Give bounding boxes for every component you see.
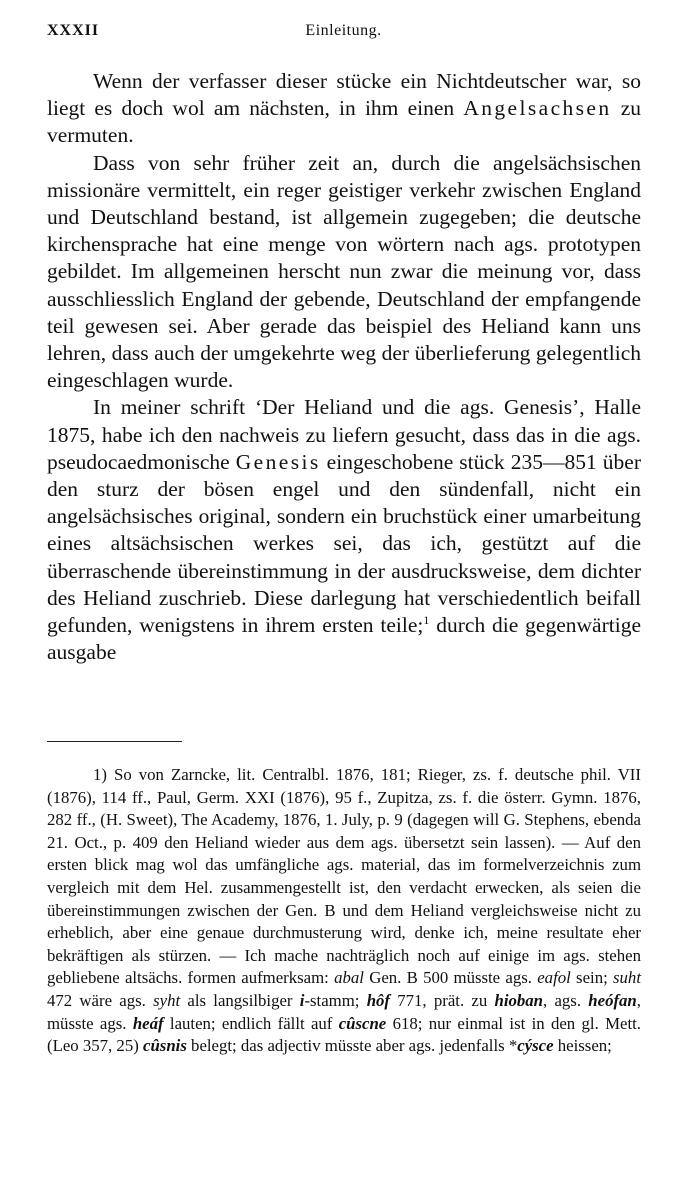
word-hof: hôf [366,990,390,1010]
paragraph-2-text: Dass von sehr früher zeit an, durch die angelsächsischen missionäre vermittelt, ein reger geistiger verkehr zwischen England und Deutschland bestand, ist allgemein zugegeben; die deutsche kirchensprache hat eine menge von wörtern nach ags. prototypen gebildet. Im allgemeinen herscht nun zwar die meinung vor, dass ausschliesslich England der gebende, Deutschland der empfangende teil gewesen sei. Aber gerade das beispiel des Heliand kann uns lehren, dass auch der umgekehrte weg der überlieferung gelegentlich eingeschlagen wurde. [47,150,641,393]
footnote-marker: 1 [423,612,430,627]
footnote-text-13: heissen; [553,1036,612,1056]
footnote-text-1: 1) So von Zarncke, lit. Centralbl. 1876, 181; Rieger, zs. f. deutsche phil. VII (1876), 114 ff., Paul, Germ. XXI (1876), 95 f., Zupitza, zs. f. die österr. Gymn. 1876, 282 ff., (H. Sweet), The Academy, 1876, 1. July, p. 9 (dagegen will G. Stephens, ebenda 21. Oct., p. 409 den Heliand wieder aus dem ags. übersetzt sein lassen). — Auf den ersten blick mag wol das umfängliche ags. material, das im formelverzeichnis zum vergleich mit dem Hel. zusammengestellt ist, den verdacht erwecken, als seien die übereinstimmungen zwischen der Gen. B und dem Heliand vergleichsweise nicht zu erheblich, aber eine genaue durchmusterung wird, denke ich, meine resultate eher bekräftigen als stürzen. — Ich mache nachträglich noch auf einige im ags. stehen gebliebene altsächs. formen aufmerksam: [47,765,641,988]
main-text [47,68,641,666]
footnote-paragraph [47,764,641,1058]
word-i: i [299,990,305,1010]
paragraph-3 [47,394,641,666]
word-heaf: heáf [132,1013,164,1033]
paragraph-1-text-a: Wenn der verfasser dieser stücke ein Nichtdeutscher war, so liegt es doch wol am nächsten, in ihm einen [47,69,641,121]
footnote-text-9: , müsste ags. [47,990,641,1033]
footnote-text-12: belegt; das adjectiv müsste aber ags. jedenfalls * [186,1036,518,1056]
footnote-divider [47,741,182,742]
word-hioban: hioban [494,990,544,1010]
page-number: XXXII [47,22,100,39]
footnote-text-6: -stamm; [304,990,367,1010]
paragraph-2 [47,150,641,395]
footnote-text-3: sein; [570,968,614,988]
word-suht: suht [613,968,641,988]
footnote-text-10: lauten; endlich fällt auf [163,1013,339,1033]
footnote [47,764,641,1058]
paragraph-1 [47,68,641,150]
word-cusnis: cûsnis [143,1036,187,1056]
footnote-text-2: Gen. B 500 müsste ags. [363,968,538,988]
word-heofan: heófan [588,990,637,1010]
paragraph-1-text-b: zu vermuten. [47,96,641,148]
spaced-word-angelsachsen: Angelsachsen [463,96,612,121]
footnote-text-5: als langsilbiger [180,990,300,1010]
paragraph-3-text-c: durch die gegenwärtige ausgabe [47,613,641,665]
footnote-text-7: 771, prät. zu [390,990,495,1010]
footnote-text-8: , ags. [543,990,589,1010]
page-header [47,22,640,46]
spaced-word-genesis: Genesis [235,449,321,474]
word-cuscne: cûscne [338,1013,387,1033]
word-abal: abal [334,968,364,988]
paragraph-3-text-a: In meiner schrift ‘Der Heliand und die ags. Genesis’, Halle 1875, habe ich den nachweis zu liefern gesucht, dass das in die ags. pseudocaedmonische [47,395,641,474]
paragraph-3-text-b: eingeschobene stück 235—851 über den sturz der bösen engel und den sündenfall, nicht ein angelsächsisches original, sondern ein bruchstück einer umarbeitung eines altsächsischen werkes sei, das ich, gestützt auf die überraschende übereinstimmung in der ausdrucksweise, dem dichter des Heliand zuschrieb. Diese darlegung hat verschiedentlich beifall gefunden, wenigstens in ihrem ersten teile; [47,449,642,638]
word-syht: syht [153,990,181,1010]
running-title: Einleitung. [305,22,382,39]
word-eafol: eafol [537,968,571,988]
footnote-text-11: 618; nur einmal ist in den gl. Mett. (Leo 357, 25) [47,1013,641,1056]
footnote-text-4: 472 wäre ags. [47,990,154,1010]
word-cysce: cýsce [517,1036,554,1056]
